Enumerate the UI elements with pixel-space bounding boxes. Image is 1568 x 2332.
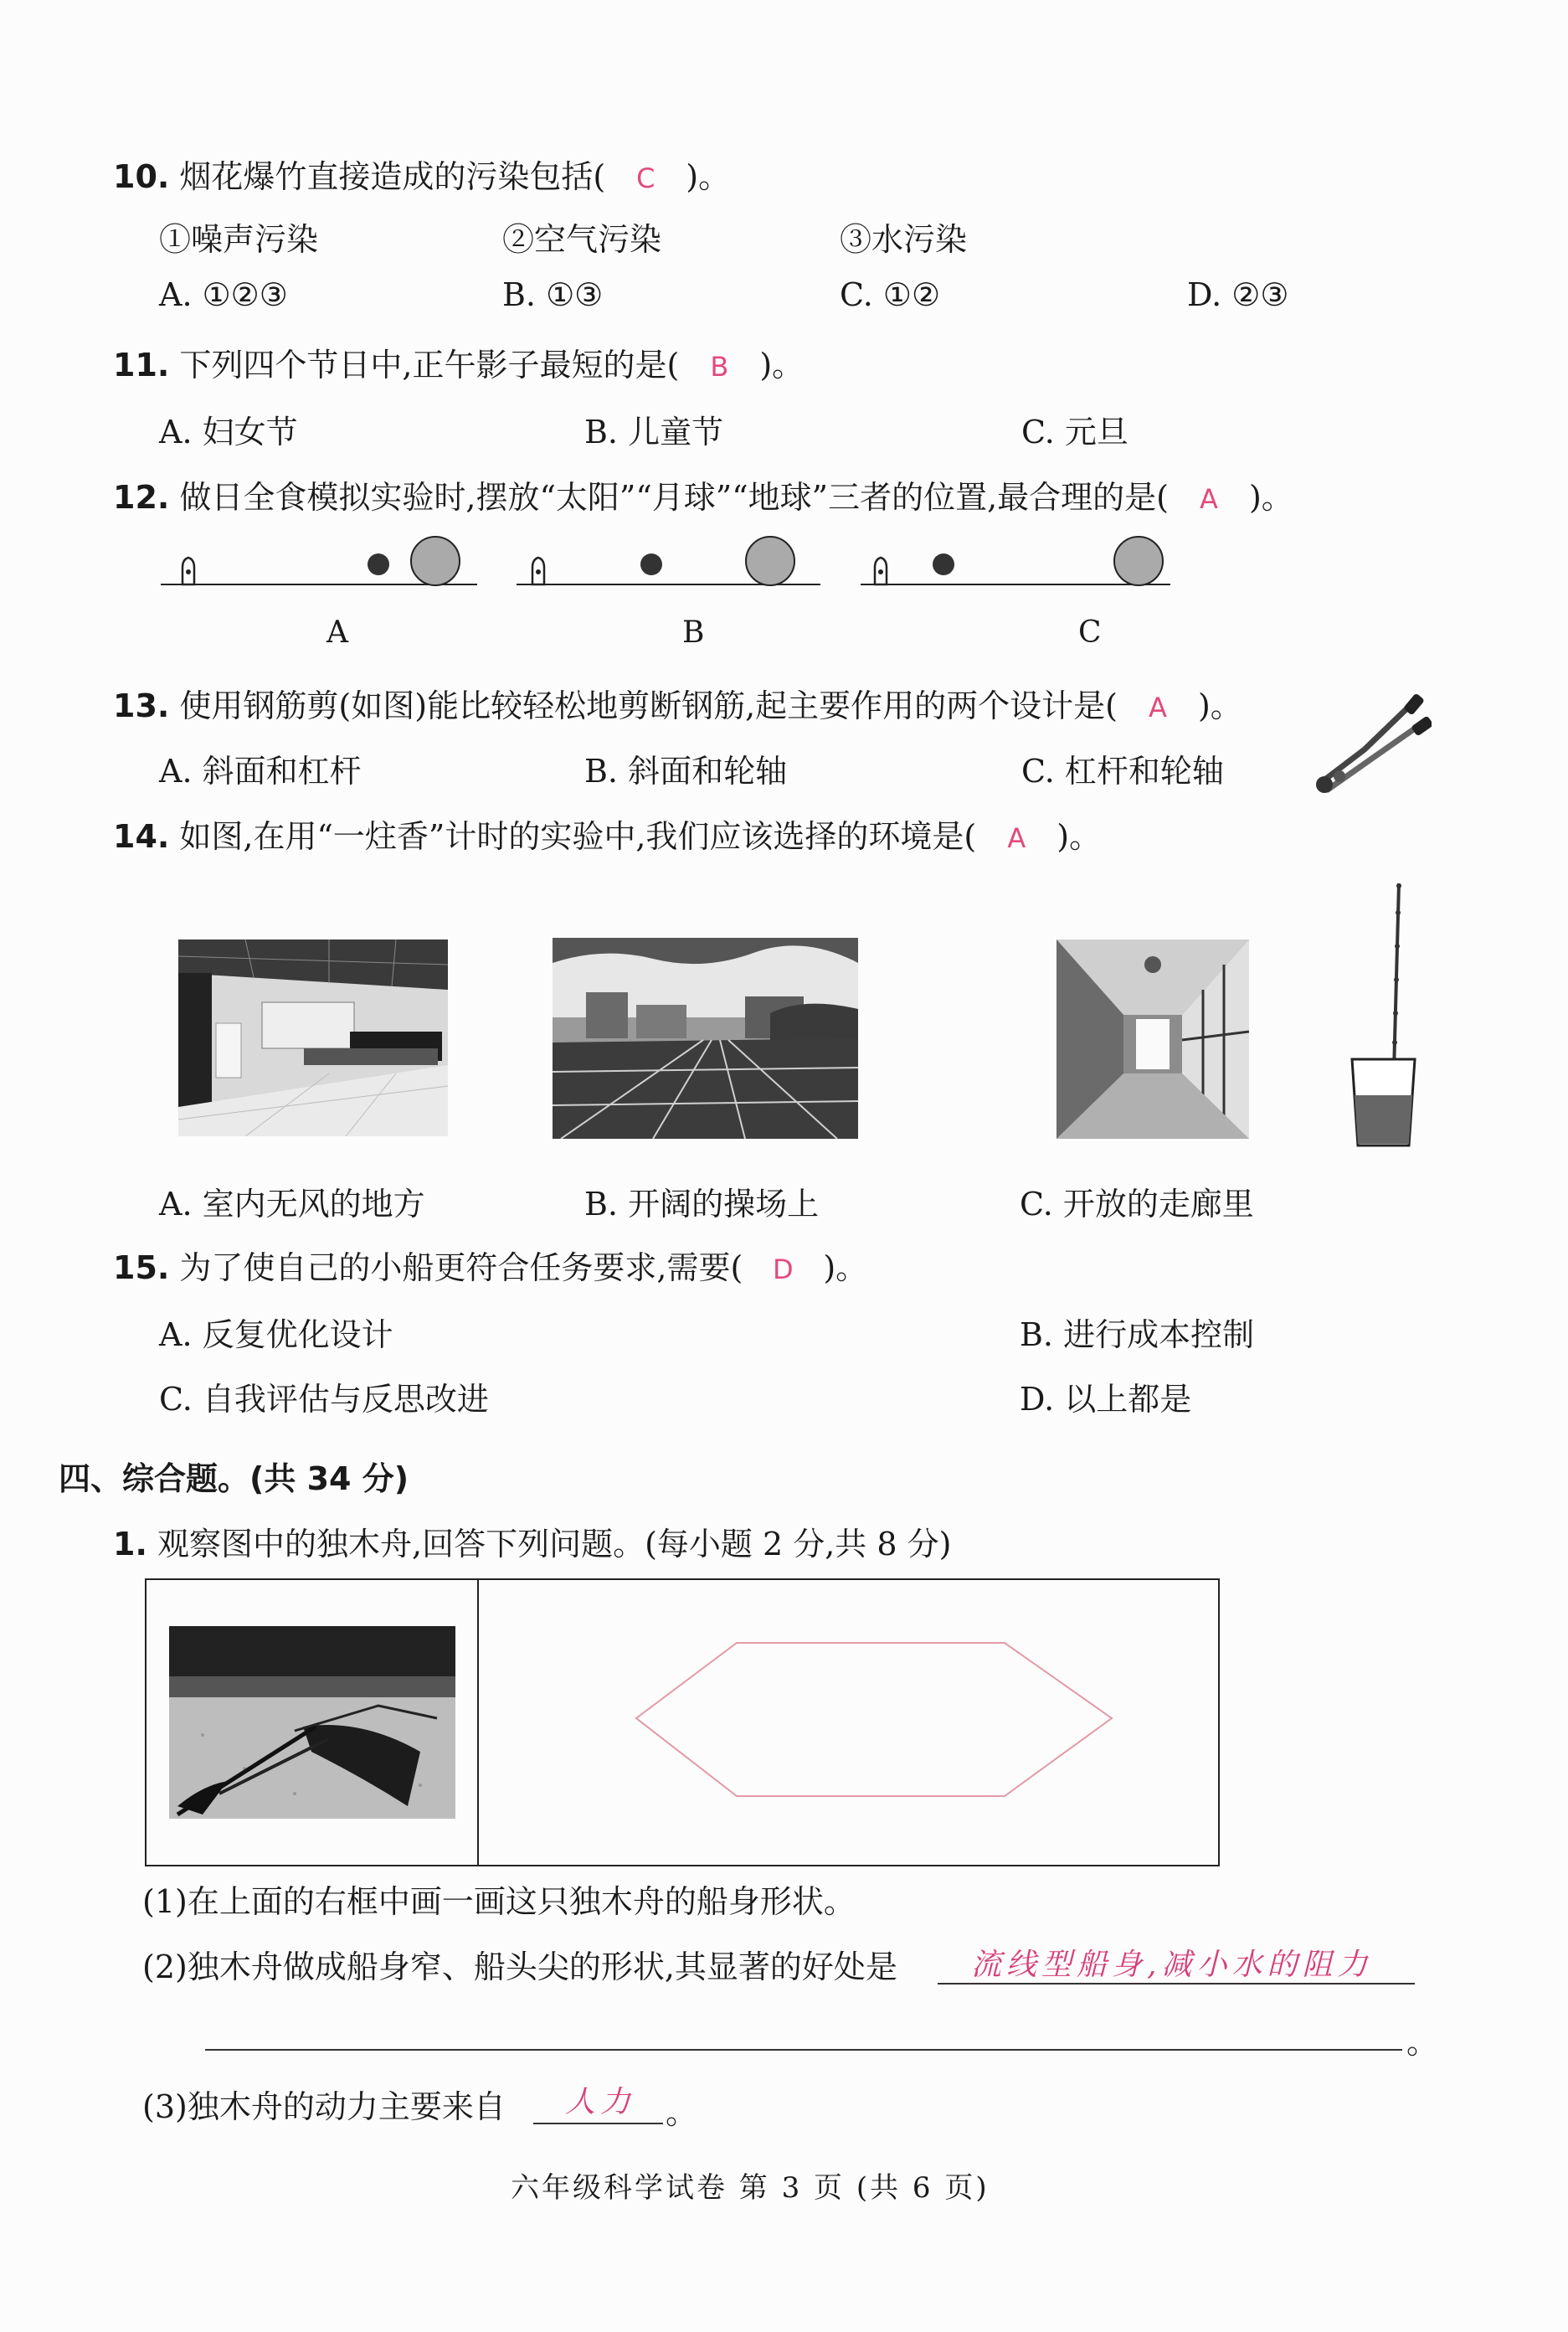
eclipse-setup-a — [161, 537, 477, 585]
q13-option-b: B. 斜面和轮轴 — [584, 753, 788, 790]
q10-option-d: D. ②③ — [1187, 276, 1289, 313]
q12-label-c: C — [1078, 615, 1102, 650]
q10-number: 10. — [113, 158, 170, 195]
q12-answer: A — [1200, 483, 1218, 515]
s4q1-sub2: (2)独木舟做成船身窄、船头尖的形状,其显著的好处是 — [142, 1948, 897, 1985]
q15-option-b: B. 进行成本控制 — [1020, 1316, 1255, 1353]
q13-stem — [113, 680, 1242, 726]
q10-item-3: ③水污染 — [840, 221, 968, 258]
s4q1-text: 观察图中的独木舟,回答下列问题。(每小题 2 分,共 8 分) — [157, 1526, 952, 1562]
answer-line-3 — [533, 2123, 663, 2124]
q15-stem — [113, 1242, 867, 1288]
s4q1-sub3: (3)独木舟的动力主要来自 — [142, 2088, 506, 2125]
q10-option-b: B. ①③ — [502, 276, 604, 313]
q13-answer: A — [1149, 692, 1167, 723]
q15-option-d: D. 以上都是 — [1020, 1381, 1192, 1418]
s4q1-sub1: (1)在上面的右框中画一画这只独木舟的船身形状。 — [142, 1883, 856, 1920]
candle-icon — [875, 558, 887, 584]
q14-option-c: C. 开放的走廊里 — [1020, 1186, 1254, 1223]
q15-text: 为了使自己的小船更符合任务要求,需要( — [179, 1249, 743, 1286]
q12-label-a: A — [326, 615, 348, 650]
s4q1-sub2-end: 。 — [1406, 2024, 1439, 2061]
incense-cup-icon — [1344, 879, 1423, 1151]
corridor-photo — [1056, 939, 1249, 1139]
q14-text: 如图,在用“一炷香”计时的实验中,我们应该选择的环境是( — [179, 818, 977, 855]
s4q1-stem — [113, 1518, 951, 1564]
eclipse-setup-c — [861, 537, 1170, 585]
q13-option-c: C. 杠杆和轮轴 — [1021, 753, 1224, 790]
q10-item-1: ①噪声污染 — [159, 221, 319, 258]
s4q1-sub2-answer: 流线型船身,减小水的阻力 — [971, 1948, 1373, 1982]
earth-ball — [1114, 537, 1163, 585]
earth-ball — [411, 537, 460, 585]
answer-line-2 — [205, 2049, 1402, 2051]
canoe-hull-drawing — [632, 1639, 1118, 1806]
s4q1-number: 1. — [113, 1526, 147, 1562]
q11-stem — [113, 339, 804, 385]
q14-number: 14. — [113, 818, 170, 855]
q14-stem — [113, 811, 1101, 857]
q10-stem — [113, 151, 730, 197]
box-divider — [477, 1580, 479, 1865]
q13-number: 13. — [113, 687, 170, 724]
s4q1-sub3-answer: 人力 — [565, 2085, 636, 2119]
answer-line — [938, 1983, 1415, 1985]
bolt-cutter-icon — [1306, 691, 1432, 800]
q15-option-c: C. 自我评估与反思改进 — [159, 1381, 489, 1418]
moon-ball — [368, 553, 389, 575]
q12-label-b: B — [682, 615, 705, 650]
page-footer: 六年级科学试卷 第 3 页 (共 6 页) — [511, 2171, 990, 2205]
candle-icon — [183, 558, 194, 584]
q14-option-a: A. 室内无风的地方 — [159, 1186, 425, 1223]
section-4-title: 四、综合题。(共 34 分) — [59, 1460, 409, 1497]
canoe-photo — [169, 1626, 455, 1819]
q13-text: 使用钢筋剪(如图)能比较轻松地剪断钢筋,起主要作用的两个设计是( — [179, 687, 1118, 724]
canoe-figure-box — [145, 1578, 1220, 1866]
q13-end: )。 — [1197, 687, 1242, 724]
q14-option-b: B. 开阔的操场上 — [584, 1186, 820, 1223]
q12-text: 做日全食模拟实验时,摆放“太阳”“月球”“地球”三者的位置,最合理的是( — [179, 479, 1169, 516]
q11-option-b: B. 儿童节 — [584, 414, 724, 450]
q15-end: )。 — [823, 1249, 868, 1286]
indoor-room-photo — [178, 939, 448, 1136]
q10-option-c: C. ①② — [840, 276, 941, 313]
q15-option-a: A. 反复优化设计 — [159, 1316, 393, 1353]
q12-end: )。 — [1248, 479, 1293, 516]
q11-number: 11. — [113, 347, 170, 384]
q12-number: 12. — [113, 479, 170, 516]
eclipse-diagram — [151, 528, 1189, 595]
q12-stem — [113, 471, 1293, 517]
q15-answer: D — [773, 1254, 794, 1285]
playground-photo — [553, 938, 858, 1139]
earth-ball — [746, 537, 794, 585]
q13-option-a: A. 斜面和杠杆 — [159, 753, 362, 790]
q11-option-c: C. 元旦 — [1021, 414, 1128, 450]
s4q1-sub3-end: 。 — [666, 2094, 698, 2131]
q11-text: 下列四个节日中,正午影子最短的是( — [179, 347, 680, 384]
q10-text: 烟花爆竹直接造成的污染包括( — [179, 158, 606, 195]
q10-answer: C — [636, 162, 655, 194]
moon-ball — [640, 553, 662, 575]
moon-ball — [933, 553, 954, 575]
q10-option-a: A. ①②③ — [159, 276, 288, 313]
q14-end: )。 — [1056, 818, 1102, 855]
q11-option-a: A. 妇女节 — [159, 414, 298, 450]
q11-end: )。 — [759, 347, 805, 384]
eclipse-setup-b — [517, 537, 820, 585]
q14-answer: A — [1007, 822, 1026, 854]
q11-answer: B — [710, 351, 729, 383]
candle-icon — [532, 558, 544, 584]
q10-end: )。 — [686, 158, 731, 195]
q15-number: 15. — [113, 1249, 170, 1286]
q10-item-2: ②空气污染 — [502, 221, 662, 258]
